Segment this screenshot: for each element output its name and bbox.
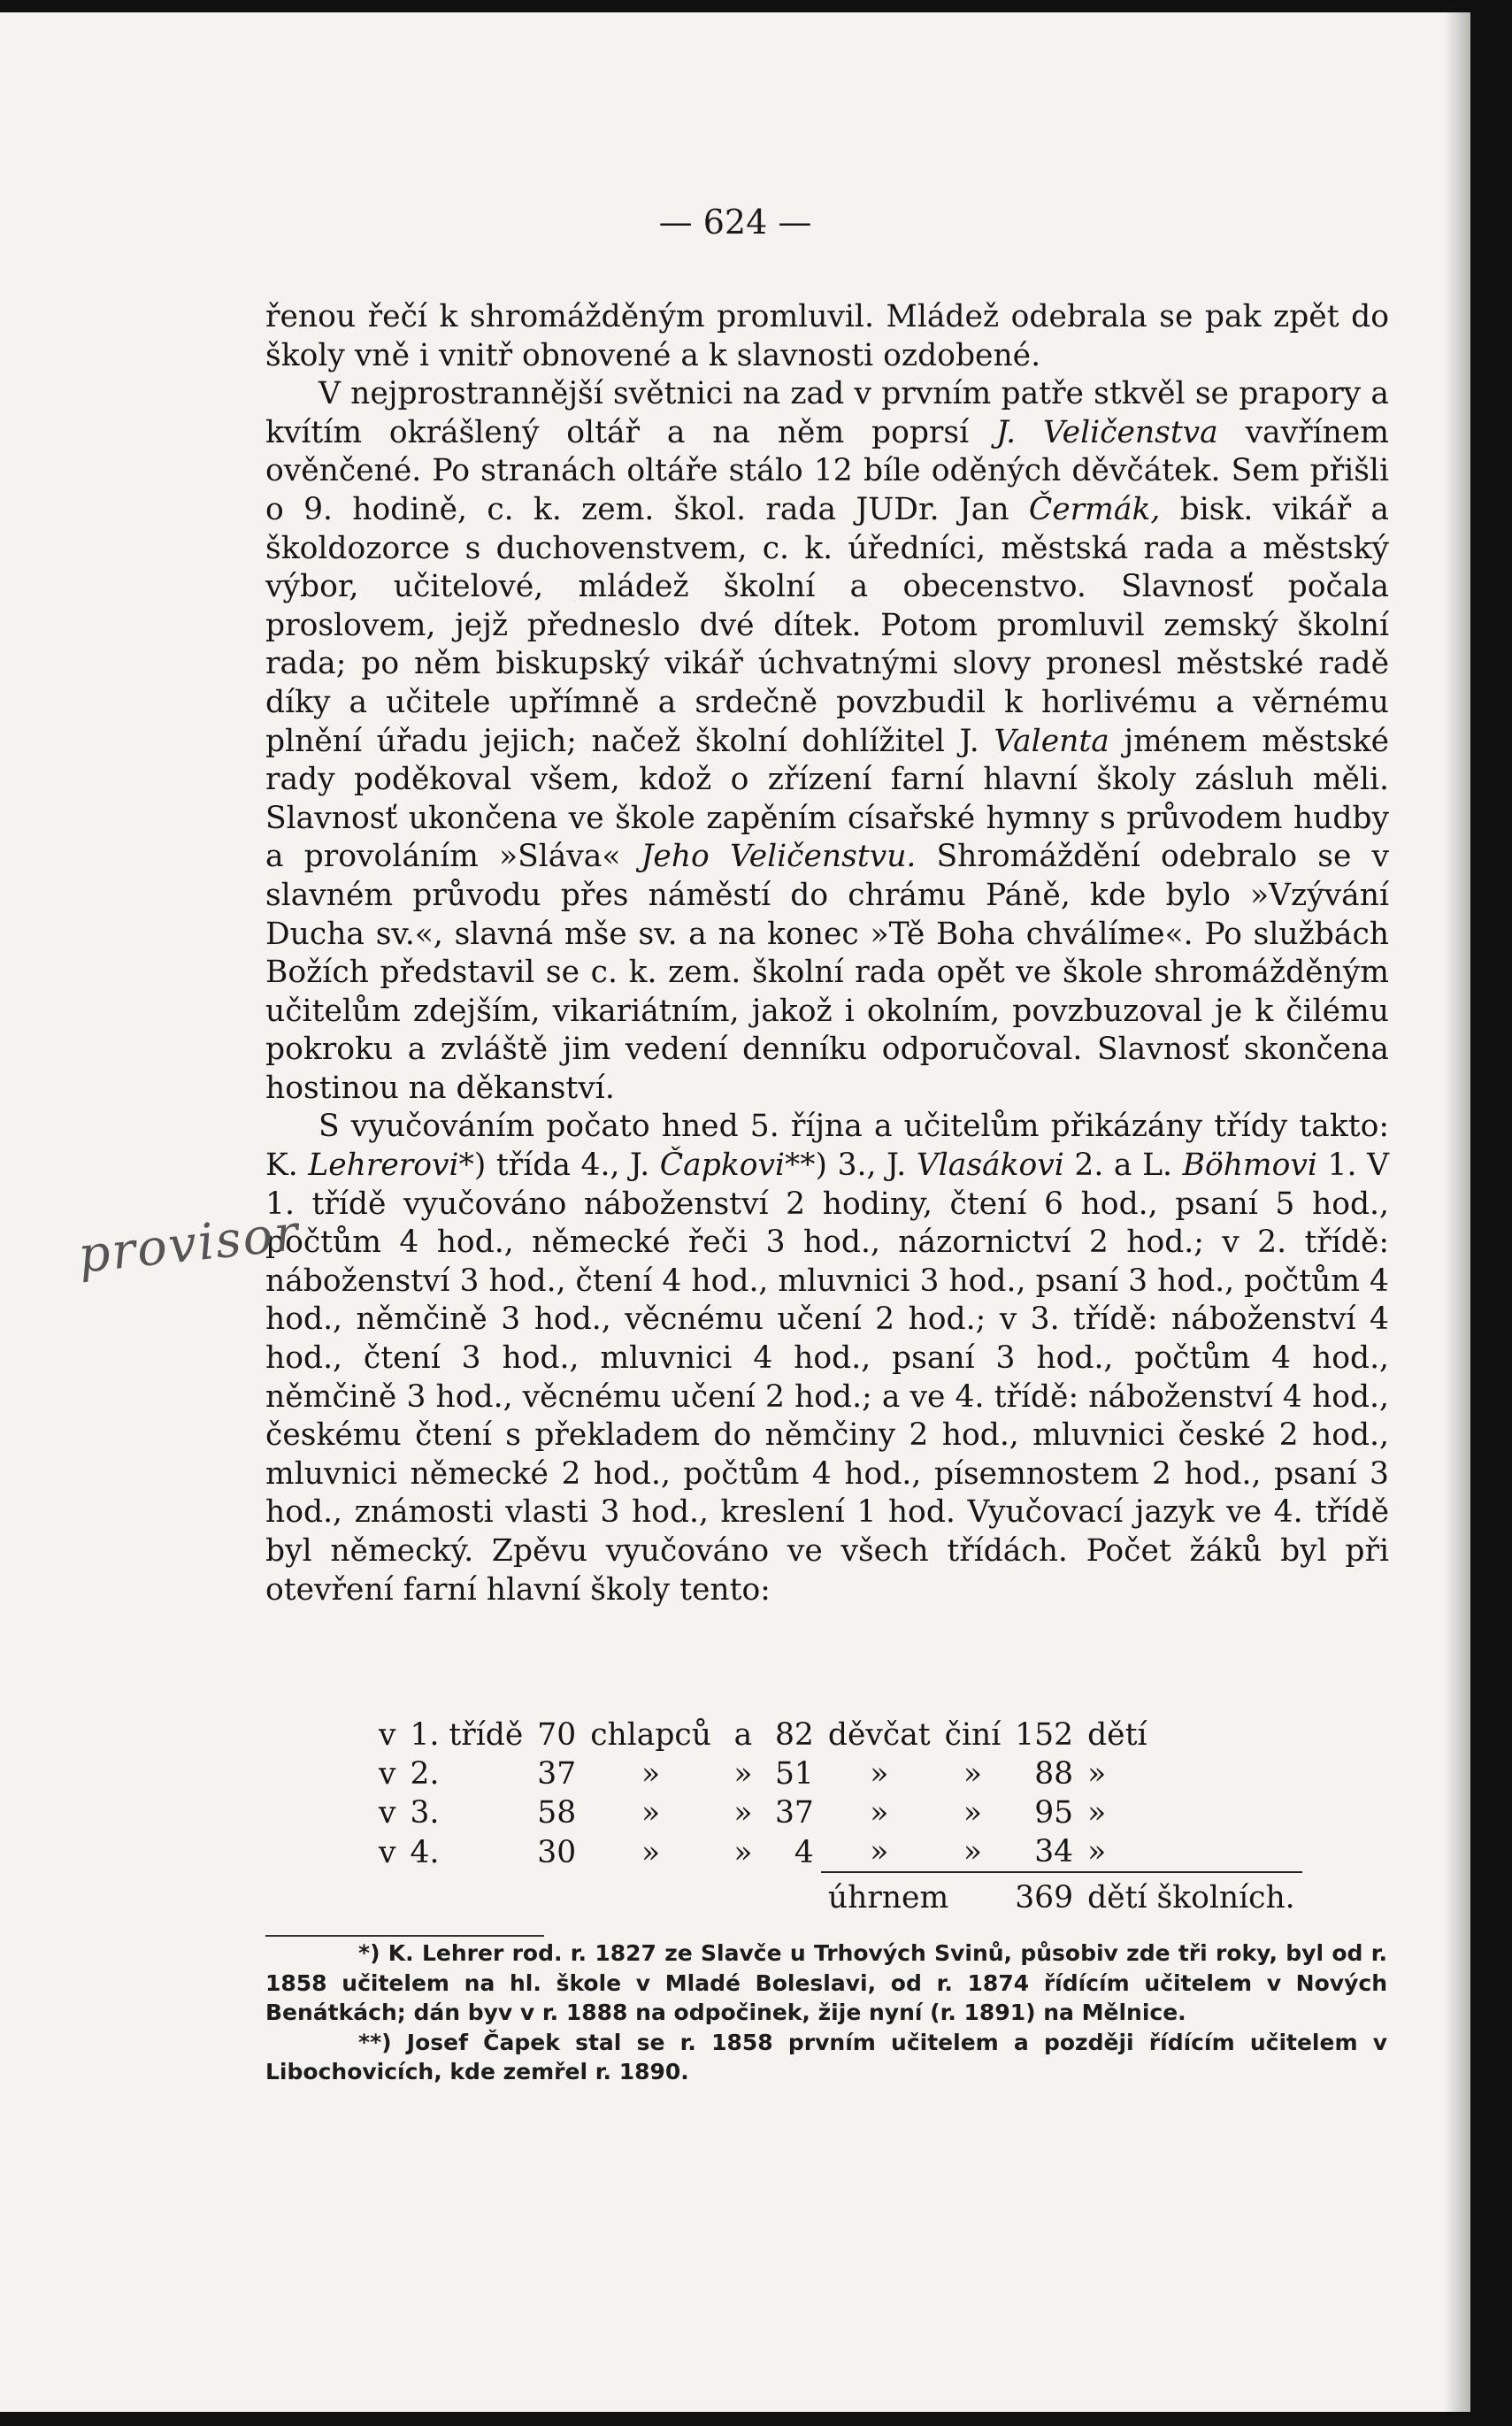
page-edge-shadow <box>1444 12 1470 2412</box>
ditto-mark: » <box>870 1756 889 1792</box>
girls-count: 4 <box>794 1834 814 1870</box>
paragraph-2 <box>265 375 1389 1108</box>
ditto-mark: » <box>733 1834 753 1870</box>
row-prefix: v <box>379 1717 396 1753</box>
and-word: a <box>733 1717 753 1753</box>
boys-count: 58 <box>537 1795 577 1831</box>
footnote-1: *) K. Lehrer rod. r. 1827 ze Slavče u Trhových Svinů, působiv zde tři roky, byl od r. 1858 učitelem na hl. škole v Mladé Boleslavi, od r. 1874 řídícím učitelem v Nových Benátkách; dán byv v r. 1888 na odpočinek, žije nyní (r. 1891) na Mělnice. <box>265 1940 1387 2025</box>
class-label: 4. <box>410 1834 440 1870</box>
girls-count: 51 <box>774 1756 814 1792</box>
text-run: *) třída 4., J. <box>458 1148 660 1184</box>
table-row <box>372 1832 1302 1872</box>
enrollment-table <box>372 1716 1302 1917</box>
italic-run: J. Veličenstva <box>995 414 1218 450</box>
ditto-mark: » <box>938 1832 1009 1872</box>
text-run: V nejprostrannější světnici na zad v prvním patře stkvěl se prapory a kvítím okrášlený oltář a na něm poprsí <box>265 376 1389 450</box>
italic-run: Čermák, <box>1028 491 1161 527</box>
total-word: dětí <box>1087 1717 1147 1753</box>
ditto-mark: » <box>641 1795 661 1831</box>
row-prefix: v <box>379 1834 396 1870</box>
text-run: bisk. vikář a školdozorce s duchovenstvem, c. k. úředníci, městská rada a městský výbor, učitelové, mládež školní a obecenstvo. Slavnosť počala proslovem, jejž předneslo dvé dítek. Potom promluvil zemský školní rada; po něm biskupský vikář úchvatnými slovy pronesl městské radě díky a učitele upřímně a srdečně povzbudil k horlivému a věrnému plnění úřadu jejich; načež školní dohlížitel J. <box>265 491 1390 759</box>
totals-value: 369 <box>1015 1880 1074 1915</box>
table-row <box>372 1716 1302 1754</box>
totals-row <box>372 1872 1302 1917</box>
girls-count: 37 <box>774 1795 814 1831</box>
italic-run: Jeho Veličenstvu. <box>641 839 917 875</box>
ditto-mark: » <box>641 1756 661 1792</box>
girls-word: děvčat <box>827 1717 931 1753</box>
handwritten-margin-note: provisor <box>75 1204 303 1285</box>
total-count: 34 <box>1008 1832 1080 1872</box>
footnote-2: **) Josef Čapek stal se r. 1858 prvním učitelem a později řídícím učitelem v Libochovicích, kde zemřel r. 1890. <box>265 2029 1387 2084</box>
row-prefix: v <box>379 1795 396 1831</box>
table-row <box>372 1793 1302 1832</box>
body-text <box>265 298 1389 1609</box>
text-run: 1. V 1. třídě vyučováno náboženství 2 hodiny, čtení 6 hod., psaní 5 hod., počtům 4 hod., německé řeči 3 hod., názornictví 2 hod.; v 2. třídě: náboženství 3 hod., čtení 4 hod., mluvnici 3 hod., psaní 3 hod., počtům 4 hod., němčině 3 hod., věcnému učení 2 hod.; v 3. třídě: náboženství 4 hod., čtení 3 hod., mluvnici 4 hod., psaní 3 hod., počtům 4 hod., němčině 3 hod., věcnému učení 2 hod.; a ve 4. třídě: náboženství 4 hod., českému čtení s překladem do němčiny 2 hod., mluvnici české 2 hod., mluvnici německé 2 hod., počtům 4 hod., písemnostem 2 hod., psaní 3 hod., známosti vlasti 3 hod., kreslení 1 hod. Vyučovací jazyk ve 4. třídě byl německý. Zpěvu vyučováno ve všech třídách. Počet žáků byl při otevření farní hlavní školy tento: <box>265 1148 1389 1608</box>
class-label: 1. třídě <box>410 1717 524 1753</box>
ditto-mark: » <box>1080 1832 1302 1872</box>
ditto-mark: » <box>821 1832 938 1872</box>
ditto-mark: » <box>963 1795 982 1831</box>
boys-count: 30 <box>537 1834 577 1870</box>
text-run: **) 3., J. <box>785 1148 917 1184</box>
row-prefix: v <box>379 1756 396 1792</box>
ditto-mark: » <box>1087 1756 1107 1792</box>
text-run: Shromáždění odebralo se v slavném průvodu přes náměstí do chrámu Páně, kde bylo »Vzývání Ducha sv.«, slavná mše sv. a na konec »Tě Boha chválíme«. Po službách Božích představil se c. k. zem. školní rada opět ve škole shromážděným učitelům zdejším, vikariátním, jakož i okolním, povzbuzoval je k čilému pokroku a zvláště jim vedení denníku odporučoval. Slavnosť skončena hostinou na děkanství. <box>265 839 1389 1106</box>
ditto-mark: » <box>641 1834 661 1870</box>
paragraph-1: řenou řečí k shromážděným promluvil. Mládež odebrala se pak zpět do školy vně i vnitř obnovené a k slavnosti ozdobené. <box>265 299 1389 373</box>
total-count: 152 <box>1015 1717 1074 1753</box>
totals-unit: dětí školních. <box>1087 1880 1295 1915</box>
boys-word: chlapců <box>590 1717 711 1753</box>
italic-run: Vlasákovi <box>916 1148 1064 1184</box>
text-run: 2. a L. <box>1063 1148 1183 1184</box>
total-count: 95 <box>1034 1795 1074 1831</box>
paragraph-3 <box>265 1108 1389 1609</box>
text-run: jménem městské rady poděkoval všem, kdož o zřízení farní hlavní školy zásluh měli. Slavnosť ukončena ve škole zapěním císařské hymny s průvodem hudby a provoláním »Sláva« <box>265 723 1389 875</box>
text-run: vavřínem ověnčené. Po stranách oltáře stálo 12 bíle oděných děvčátek. Sem přišli o 9. hodině, c. k. zem. škol. rada JUDr. Jan <box>265 414 1389 527</box>
footnote-divider <box>265 1935 544 1937</box>
ditto-mark: » <box>963 1756 982 1792</box>
italic-run: Čapkovi <box>659 1148 786 1184</box>
ditto-mark: » <box>733 1795 753 1831</box>
italic-run: Lehrerovi <box>308 1148 459 1184</box>
class-label: 3. <box>410 1795 440 1831</box>
italic-run: Böhmovi <box>1182 1148 1317 1184</box>
page-number: — 624 — <box>658 203 812 242</box>
table-row <box>372 1754 1302 1793</box>
ditto-mark: » <box>870 1795 889 1831</box>
class-label: 2. <box>410 1756 440 1792</box>
footnotes <box>265 1938 1387 2087</box>
italic-run: Valenta <box>994 723 1109 759</box>
total-count: 88 <box>1034 1756 1074 1792</box>
equals-word: činí <box>944 1717 1002 1753</box>
boys-count: 70 <box>537 1717 577 1753</box>
boys-count: 37 <box>537 1756 577 1792</box>
page-sheet <box>0 12 1470 2412</box>
totals-label: úhrnem <box>827 1880 949 1915</box>
ditto-mark: » <box>733 1756 753 1792</box>
girls-count: 82 <box>774 1717 814 1753</box>
ditto-mark: » <box>1087 1795 1107 1831</box>
text-run: S vyučováním počato hned 5. října a učitelům přikázány třídy takto: K. <box>265 1109 1389 1184</box>
